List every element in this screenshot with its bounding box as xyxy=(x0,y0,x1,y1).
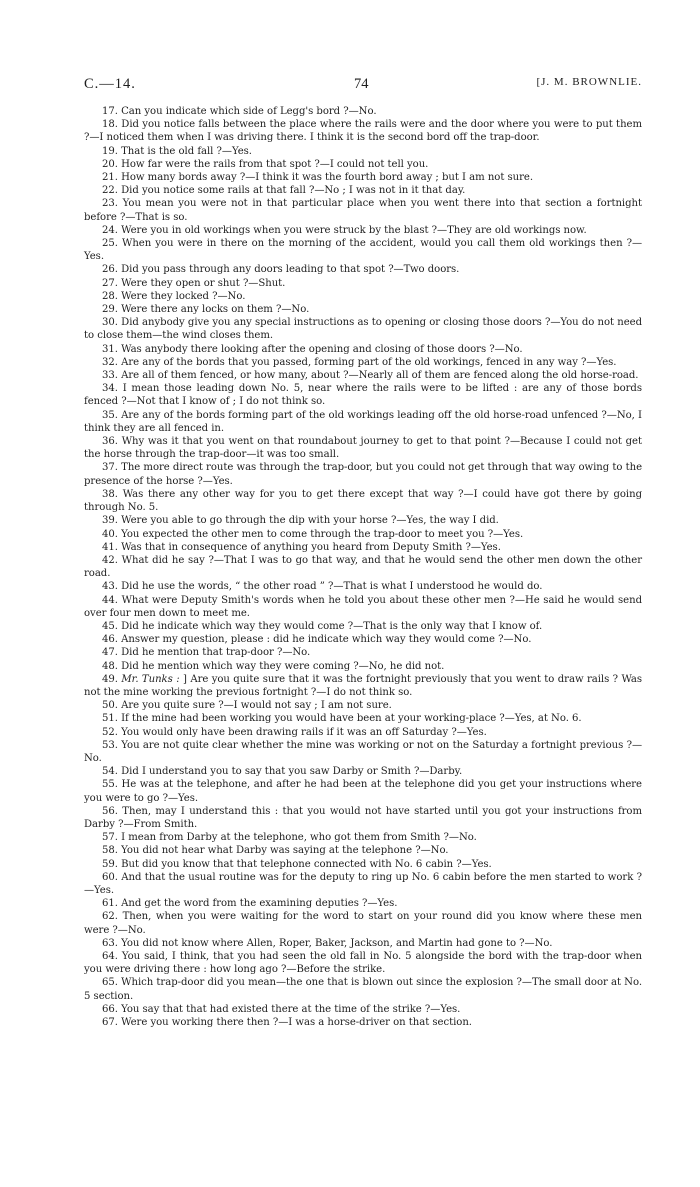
qa-paragraph xyxy=(84,897,642,910)
qa-text: Did you notice falls between the place where the rails were and the door where you were to put them ?—I noticed them when I was driving there. I think it is the second bord off the trap-door. xyxy=(84,119,643,144)
question-number: 49. xyxy=(102,673,118,685)
qa-text: How many bords away ?—I think it was the fourth bord away ; but I am not sure. xyxy=(121,172,533,184)
qa-paragraph xyxy=(84,171,642,184)
qa-paragraph xyxy=(84,382,642,408)
qa-paragraph xyxy=(84,145,642,158)
qa-paragraph xyxy=(84,633,642,646)
qa-paragraph xyxy=(84,805,642,831)
question-number: 36. xyxy=(102,436,118,448)
qa-paragraph xyxy=(84,369,642,382)
question-number: 24. xyxy=(102,224,118,236)
question-number: 25. xyxy=(102,238,118,250)
question-number: 61. xyxy=(102,898,118,910)
qa-paragraph xyxy=(84,976,642,1002)
question-number: 35. xyxy=(102,409,118,421)
question-number: 28. xyxy=(102,290,118,302)
qa-text: Did you notice some rails at that fall ?—No ; I was not in it that day. xyxy=(121,185,466,197)
qa-paragraph xyxy=(84,937,642,950)
testimony-body xyxy=(84,105,642,1029)
qa-paragraph xyxy=(84,541,642,554)
question-number: 38. xyxy=(102,488,118,500)
qa-text: You are not quite clear whether the mine was working or not on the Saturday a fortnight previous ?—No. xyxy=(84,739,643,764)
qa-text: When you were in there on the morning of the accident, would you call them old workings then ?—Yes. xyxy=(84,238,643,263)
qa-paragraph xyxy=(84,435,642,461)
qa-paragraph xyxy=(84,765,642,778)
question-number: 63. xyxy=(102,937,118,949)
qa-paragraph xyxy=(84,118,642,144)
page-header xyxy=(84,76,642,96)
qa-text: You said, I think, that you had seen the old fall in No. 5 alongside the bord with the trap-door when you were driving there : how long ago ?—Before the strike. xyxy=(84,951,642,976)
qa-paragraph xyxy=(84,461,642,487)
question-number: 26. xyxy=(102,264,118,276)
qa-text: Was that in consequence of anything you heard from Deputy Smith ?—Yes. xyxy=(121,541,501,553)
qa-paragraph xyxy=(84,316,642,342)
qa-paragraph xyxy=(84,726,642,739)
qa-text: Were there any locks on them ?—No. xyxy=(121,304,310,316)
qa-text: You did not hear what Darby was saying at the telephone ?—No. xyxy=(121,845,449,857)
question-number: 53. xyxy=(102,739,118,751)
qa-text: What did he say ?—That I was to go that way, and that he would send the other men down the other road. xyxy=(84,554,642,580)
qa-text: You say that that had existed there at the time of the strike ?—Yes. xyxy=(121,1003,461,1015)
question-number: 39. xyxy=(102,515,118,527)
question-number: 54. xyxy=(102,766,118,778)
qa-text: Were they open or shut ?—Shut. xyxy=(121,277,286,289)
qa-text: Are you quite sure ?—I would not say ; I am not sure. xyxy=(121,700,392,712)
qa-paragraph xyxy=(84,660,642,673)
question-number: 30. xyxy=(102,317,118,329)
qa-text: But did you know that that telephone connected with No. 6 cabin ?—Yes. xyxy=(121,858,492,870)
qa-text: How far were the rails from that spot ?—I could not tell you. xyxy=(121,158,429,170)
question-number: 57. xyxy=(102,832,118,844)
qa-text: Did he use the words, “ the other road ” ?—That is what I understood he would do. xyxy=(121,581,543,593)
qa-paragraph xyxy=(84,356,642,369)
question-number: 45. xyxy=(102,620,118,632)
qa-paragraph xyxy=(84,1016,642,1029)
qa-text: Did you pass through any doors leading to that spot ?—Two doors. xyxy=(121,264,460,276)
qa-paragraph xyxy=(84,910,642,936)
qa-paragraph xyxy=(84,528,642,541)
question-number: 60. xyxy=(102,871,118,883)
qa-text: You did not know where Allen, Roper, Baker, Jackson, and Martin had gone to ?—No. xyxy=(121,937,553,949)
qa-paragraph xyxy=(84,488,642,514)
question-number: 40. xyxy=(102,528,118,540)
qa-paragraph xyxy=(84,277,642,290)
qa-paragraph xyxy=(84,303,642,316)
qa-text: Were they locked ?—No. xyxy=(121,290,246,302)
question-number: 29. xyxy=(102,304,118,316)
qa-paragraph xyxy=(84,620,642,633)
question-number: 23. xyxy=(102,198,118,210)
qa-paragraph xyxy=(84,514,642,527)
qa-paragraph xyxy=(84,290,642,303)
qa-paragraph xyxy=(84,224,642,237)
qa-text: What were Deputy Smith's words when he told you about these other men ?—He said he would send over four men down to meet me. xyxy=(84,594,642,619)
qa-text: Were you able to go through the dip with your horse ?—Yes, the way I did. xyxy=(121,515,499,527)
question-number: 65. xyxy=(102,977,118,989)
question-number: 41. xyxy=(102,541,118,553)
qa-paragraph xyxy=(84,409,642,435)
qa-text: Did anybody give you any special instructions as to opening or closing those doors ?—You do not need to close them—the wind closes them. xyxy=(84,317,643,342)
qa-text: That is the old fall ?—Yes. xyxy=(121,145,252,157)
qa-text: Are any of the bords that you passed, forming part of the old workings, fenced in any way ?—Yes. xyxy=(121,356,617,368)
qa-text: ] Are you quite sure that it was the fortnight previously that you went to draw rails ? Was not the mine working the previous fortnight ?—I do not think so. xyxy=(84,673,643,698)
qa-paragraph xyxy=(84,594,642,620)
qa-text: Are any of the bords forming part of the old workings leading off the old horse-road unfenced ?—No, I think they are all fenced in. xyxy=(84,409,642,434)
question-number: 55. xyxy=(102,779,118,791)
qa-paragraph xyxy=(84,343,642,356)
question-number: 66. xyxy=(102,1003,118,1015)
qa-text: Was anybody there looking after the opening and closing of those doors ?—No. xyxy=(121,343,523,355)
qa-paragraph xyxy=(84,673,642,699)
question-number: 62. xyxy=(102,911,118,923)
qa-paragraph xyxy=(84,1003,642,1016)
question-number: 51. xyxy=(102,713,118,725)
qa-text: Were you working there then ?—I was a horse-driver on that section. xyxy=(121,1017,472,1029)
qa-paragraph xyxy=(84,778,642,804)
qa-paragraph xyxy=(84,858,642,871)
qa-paragraph xyxy=(84,739,642,765)
qa-text: You mean you were not in that particular place when you went there into that section a fortnight before ?—That is so. xyxy=(84,198,643,223)
qa-text: And get the word from the examining deputies ?—Yes. xyxy=(121,898,398,910)
question-number: 58. xyxy=(102,845,118,857)
qa-paragraph xyxy=(84,950,642,976)
qa-text: He was at the telephone, and after he had been at the telephone did you get your instructions where you were to go ?—Yes. xyxy=(84,779,642,804)
qa-text: If the mine had been working you would have been at your working-place ?—Yes, at No. 6. xyxy=(121,713,582,725)
question-number: 19. xyxy=(102,145,118,157)
qa-text: Can you indicate which side of Legg's bord ?—No. xyxy=(121,106,377,117)
question-number: 20. xyxy=(102,158,118,170)
qa-paragraph xyxy=(84,871,642,897)
question-number: 46. xyxy=(102,634,118,646)
question-number: 33. xyxy=(102,370,118,382)
question-number: 18. xyxy=(102,119,118,131)
question-number: 44. xyxy=(102,594,118,606)
qa-text: You would only have been drawing rails if it was an off Saturday ?—Yes. xyxy=(121,726,487,738)
question-number: 59. xyxy=(102,858,118,870)
question-number: 52. xyxy=(102,726,118,738)
question-number: 17. xyxy=(102,106,118,117)
question-number: 42. xyxy=(102,554,118,566)
qa-paragraph xyxy=(84,712,642,725)
qa-paragraph xyxy=(84,580,642,593)
qa-text: I mean those leading down No. 5, near where the rails were to be lifted : are any of those bords fenced ?—Not that I know of ; I do not think so. xyxy=(84,383,642,408)
question-number: 34. xyxy=(102,383,118,395)
qa-text: Why was it that you went on that roundabout journey to get to that point ?—Because I could not get the horse through the trap-door—it was too small. xyxy=(84,436,643,461)
qa-text: Did he mention which way they were coming ?—No, he did not. xyxy=(121,660,445,672)
question-number: 47. xyxy=(102,647,118,659)
qa-paragraph xyxy=(84,158,642,171)
qa-text: Which trap-door did you mean—the one that is blown out since the explosion ?—The small door at No. 5 section. xyxy=(84,977,642,1002)
qa-text: Did he mention that trap-door ?—No. xyxy=(121,647,311,659)
qa-text: Were you in old workings when you were struck by the blast ?—They are old workings now. xyxy=(121,224,587,236)
question-number: 22. xyxy=(102,185,118,197)
question-number: 56. xyxy=(102,805,118,817)
qa-text: Are all of them fenced, or how many, about ?—Nearly all of them are fenced along the old horse-road. xyxy=(121,370,639,382)
qa-text: Did he indicate which way they would come ?—That is the only way that I know of. xyxy=(121,620,543,632)
question-number: 67. xyxy=(102,1017,118,1029)
qa-text: Answer my question, please : did he indicate which way they would come ?—No. xyxy=(121,634,532,646)
qa-text: Then, may I understand this : that you would not have started until you got your instructions from Darby ?—From Smith. xyxy=(84,805,642,830)
qa-paragraph xyxy=(84,105,642,118)
qa-text: The more direct route was through the trap-door, but you could not get through that way owing to the presence of the horse ?—Yes. xyxy=(84,462,643,487)
question-number: 50. xyxy=(102,700,118,712)
qa-text: Did I understand you to say that you saw Darby or Smith ?—Darby. xyxy=(121,766,463,778)
qa-text: Then, when you were waiting for the word to start on your round did you know where these men were ?—No. xyxy=(84,911,642,936)
speaker-name: Mr. Tunks : xyxy=(121,673,180,685)
qa-paragraph xyxy=(84,646,642,659)
question-number: 31. xyxy=(102,343,118,355)
qa-paragraph xyxy=(84,699,642,712)
question-number: 27. xyxy=(102,277,118,289)
qa-paragraph xyxy=(84,184,642,197)
page-number: 74 xyxy=(354,76,369,92)
qa-text: I mean from Darby at the telephone, who got them from Smith ?—No. xyxy=(121,832,477,844)
qa-paragraph xyxy=(84,554,642,580)
question-number: 37. xyxy=(102,462,118,474)
qa-paragraph xyxy=(84,197,642,223)
qa-text: Was there any other way for you to get there except that way ?—I could have got there by going through No. 5. xyxy=(84,488,642,514)
witness-name: [J. M. BROWNLIE. xyxy=(536,76,642,88)
qa-text: You expected the other men to come through the trap-door to meet you ?—Yes. xyxy=(121,528,524,540)
question-number: 43. xyxy=(102,581,118,593)
qa-paragraph xyxy=(84,263,642,276)
question-number: 48. xyxy=(102,660,118,672)
question-number: 32. xyxy=(102,356,118,368)
qa-text: And that the usual routine was for the deputy to ring up No. 6 cabin before the men started to work ?—Yes. xyxy=(84,871,643,896)
document-reference: C.—14. xyxy=(84,76,136,92)
qa-paragraph xyxy=(84,831,642,844)
qa-paragraph xyxy=(84,237,642,263)
qa-paragraph xyxy=(84,844,642,857)
question-number: 21. xyxy=(102,172,118,184)
question-number: 64. xyxy=(102,951,118,962)
